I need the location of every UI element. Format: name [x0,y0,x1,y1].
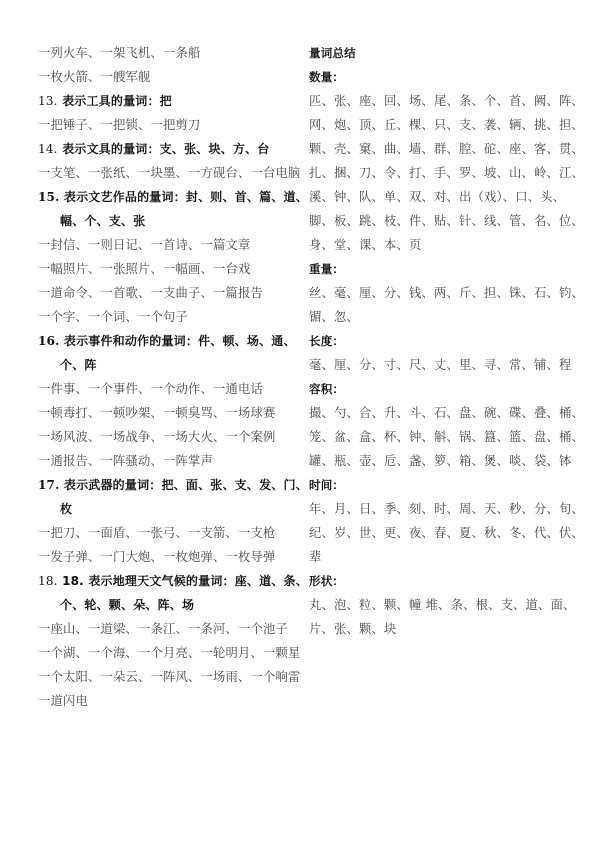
section-heading-17 [38,473,308,497]
heading-text: 表示文艺作品的量词：封、则、首、篇、道、 [63,190,308,204]
classifier-list-line: 笼、盆、盒、杯、钟、斛、锅、簋、篮、盘、桶、 [309,430,584,444]
heading-text: 表示武器的量词：把、面、张、支、发、门、 [63,478,308,492]
example-line: 一道命令、一首歌、一支曲子、一篇报告 [38,286,263,300]
example-line: 一把锤子、一把锁、一把剪刀 [38,118,201,132]
classifier-list-line: 纪、岁、世、更、夜、春、夏、秋、冬、代、伏、 [309,526,584,540]
classifier-list-line: 年、月、日、季、刻、时、周、天、秒、分、旬、 [309,502,584,516]
section-heading-15 [38,185,308,209]
category-label-volume: 容积： [309,382,345,396]
heading-number: 18. [38,574,58,588]
heading-number: 16. [38,334,60,348]
example-line: 一个字、一个词、一个句子 [38,310,188,324]
classifier-list-line: 毫、厘、分、寸、尺、丈、里、寻、常、铺、程 [309,358,572,372]
heading-text: 18. 表示地理天文气候的量词：座、道、条、 [62,574,308,588]
section-heading-continuation: 幅、个、支、张 [60,214,146,228]
section-heading-13 [38,89,300,113]
example-line: 一个湖、一个海、一个月亮、一轮明月、一颗星 [38,646,301,660]
example-line: 一通报告、一阵骚动、一阵掌声 [38,454,213,468]
category-label-shape: 形状： [309,574,345,588]
summary-title: 量词总结 [309,46,356,60]
example-line: 一支笔、一张纸、一块墨、一方砚台、一台电脑 [38,166,301,180]
classifier-list-line: 溪、钟、队、单、双、对、出（戏）、口、头、 [309,190,566,204]
classifier-list-line: 网、炮、顶、丘、棵、只、支、袭、辆、挑、担、 [309,118,584,132]
classifier-list-line: 罐、瓶、壶、卮、盏、箩、箱、煲、啖、袋、钵 [309,454,572,468]
section-heading-16 [38,329,300,353]
heading-number: 13. [38,94,58,108]
classifier-list-line: 颗、壳、窠、曲、墙、群、腔、砣、座、客、贯、 [309,142,584,156]
category-label-weight: 重量： [309,262,345,276]
example-line: 一封信、一则日记、一首诗、一篇文章 [38,238,251,252]
example-line: 一顿毒打、一顿吵架、一顿臭骂、一场球赛 [38,406,276,420]
classifier-list-line: 片、张、颗、块 [309,622,397,636]
classifier-list-line: 匹、张、座、回、场、尾、条、个、首、阙、阵、 [309,94,584,108]
heading-number: 17. [38,478,60,492]
example-line: 一列火车、一架飞机、一条船 [38,46,201,60]
example-line: 一个太阳、一朵云、一阵风、一场雨、一个响雷 [38,670,301,684]
category-label-time: 时间： [309,478,345,492]
example-line: 一座山、一道梁、一条江、一条河、一个池子 [38,622,288,636]
example-line: 一件事、一个事件、一个动作、一通电话 [38,382,263,396]
section-heading-14 [38,137,300,161]
classifier-list-line: 镅、忽、 [309,310,359,324]
example-line: 一场风波、一场战争、一场大火、一个案例 [38,430,276,444]
example-line: 一枚火箭、一艘军舰 [38,70,151,84]
left-column [38,41,308,713]
heading-number: 14. [38,142,58,156]
heading-text: 表示事件和动作的量词：件、顿、场、通、 [63,334,296,348]
example-line: 一发子弹、一门大炮、一枚炮弹、一枚导弹 [38,550,276,564]
classifier-list-line: 脚、板、跳、枝、件、贴、针、线、管、名、位、 [309,214,584,228]
classifier-list-line: 辈 [309,550,322,564]
classifier-list-line: 扎、捆、刀、令、打、手、罗、坡、山、岭、江、 [309,166,584,180]
classifier-list-line: 身、堂、课、本、页 [309,238,422,252]
section-heading-continuation: 枚 [60,502,73,516]
heading-text: 表示文具的量词：支、张、块、方、台 [62,142,270,156]
right-column [309,41,584,641]
classifier-list-line: 丸、泡、粒、颗、幢 堆、条、根、支、道、面、 [309,598,576,612]
section-heading-continuation: 个、轮、颗、朵、阵、场 [60,598,195,612]
example-line: 一把刀、一面盾、一张弓、一支箭、一支枪 [38,526,276,540]
category-label-length: 长度： [309,334,345,348]
category-label-quantity: 数量： [309,70,345,84]
example-line: 一道闪电 [38,694,88,708]
section-heading-continuation: 个、阵 [60,358,97,372]
classifier-list-line: 撮、勺、合、升、斗、石、盘、碗、碟、叠、桶、 [309,406,584,420]
classifier-list-line: 丝、毫、厘、分、钱、两、斤、担、铢、石、钧、 [309,286,584,300]
section-heading-18 [38,569,308,593]
heading-number: 15. [38,190,60,204]
example-line: 一幅照片、一张照片、一幅画、一台戏 [38,262,251,276]
heading-text: 表示工具的量词：把 [62,94,172,108]
